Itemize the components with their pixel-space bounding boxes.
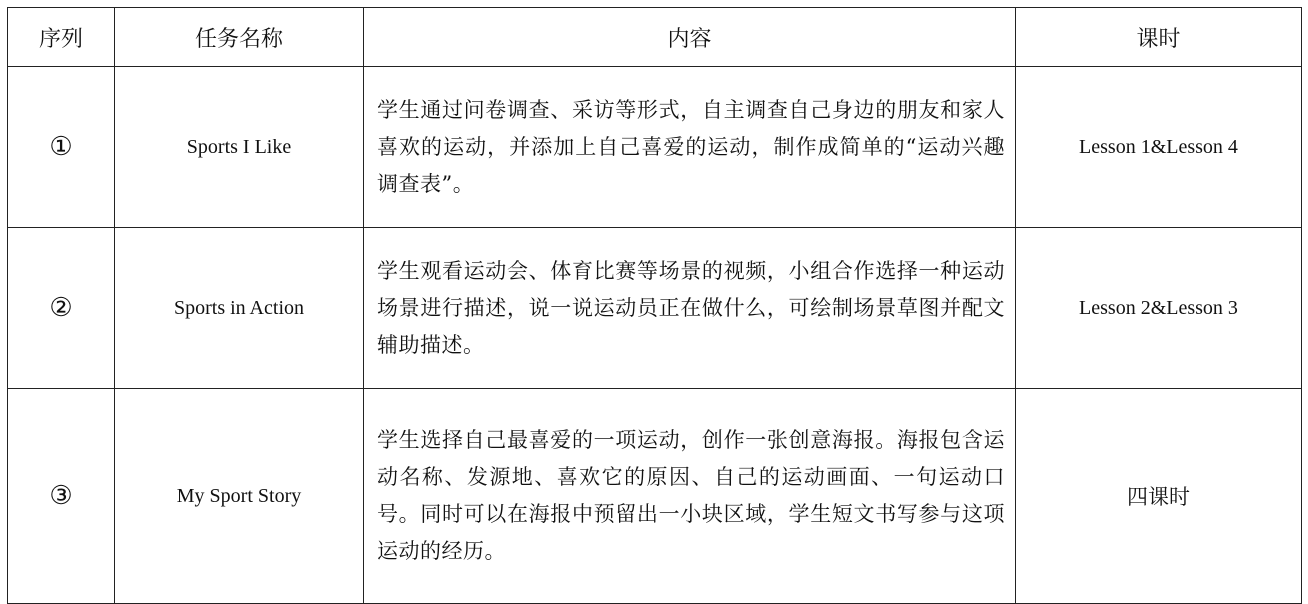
table-row bbox=[8, 389, 1302, 604]
task-table bbox=[7, 7, 1302, 604]
task-name-cell: Sports I Like bbox=[115, 67, 364, 228]
content-cell bbox=[364, 389, 1016, 604]
hours-cell: 四课时 bbox=[1016, 389, 1302, 604]
seq-cell: ② bbox=[8, 228, 115, 389]
header-row bbox=[8, 8, 1302, 67]
header-content: 内容 bbox=[364, 8, 1016, 67]
header-hours: 课时 bbox=[1016, 8, 1302, 67]
table-body bbox=[8, 67, 1302, 604]
content-text: 学生观看运动会、体育比赛等场景的视频，小组合作选择一种运动场景进行描述，说一说运动员正在做什么，可绘制场景草图并配文辅助描述。 bbox=[377, 258, 1005, 357]
seq-cell: ③ bbox=[8, 389, 115, 604]
table-header bbox=[8, 8, 1302, 67]
content-cell bbox=[364, 228, 1016, 389]
header-task-name: 任务名称 bbox=[115, 8, 364, 67]
seq-cell: ① bbox=[8, 67, 115, 228]
content-cell bbox=[364, 67, 1016, 228]
header-seq: 序列 bbox=[8, 8, 115, 67]
table-row bbox=[8, 228, 1302, 389]
task-name-cell: Sports in Action bbox=[115, 228, 364, 389]
content-text: 学生选择自己最喜爱的一项运动，创作一张创意海报。海报包含运动名称、发源地、喜欢它的原因、自己的运动画面、一句运动口号。同时可以在海报中预留出一小块区域，学生短文书写参与这项运动的经历。 bbox=[377, 428, 1005, 563]
table-row bbox=[8, 67, 1302, 228]
content-text: 学生通过问卷调查、采访等形式，自主调查自己身边的朋友和家人喜欢的运动，并添加上自己喜爱的运动，制作成简单的“运动兴趣调查表”。 bbox=[377, 97, 1005, 196]
hours-cell: Lesson 1&Lesson 4 bbox=[1016, 67, 1302, 228]
task-name-cell: My Sport Story bbox=[115, 389, 364, 604]
hours-cell: Lesson 2&Lesson 3 bbox=[1016, 228, 1302, 389]
